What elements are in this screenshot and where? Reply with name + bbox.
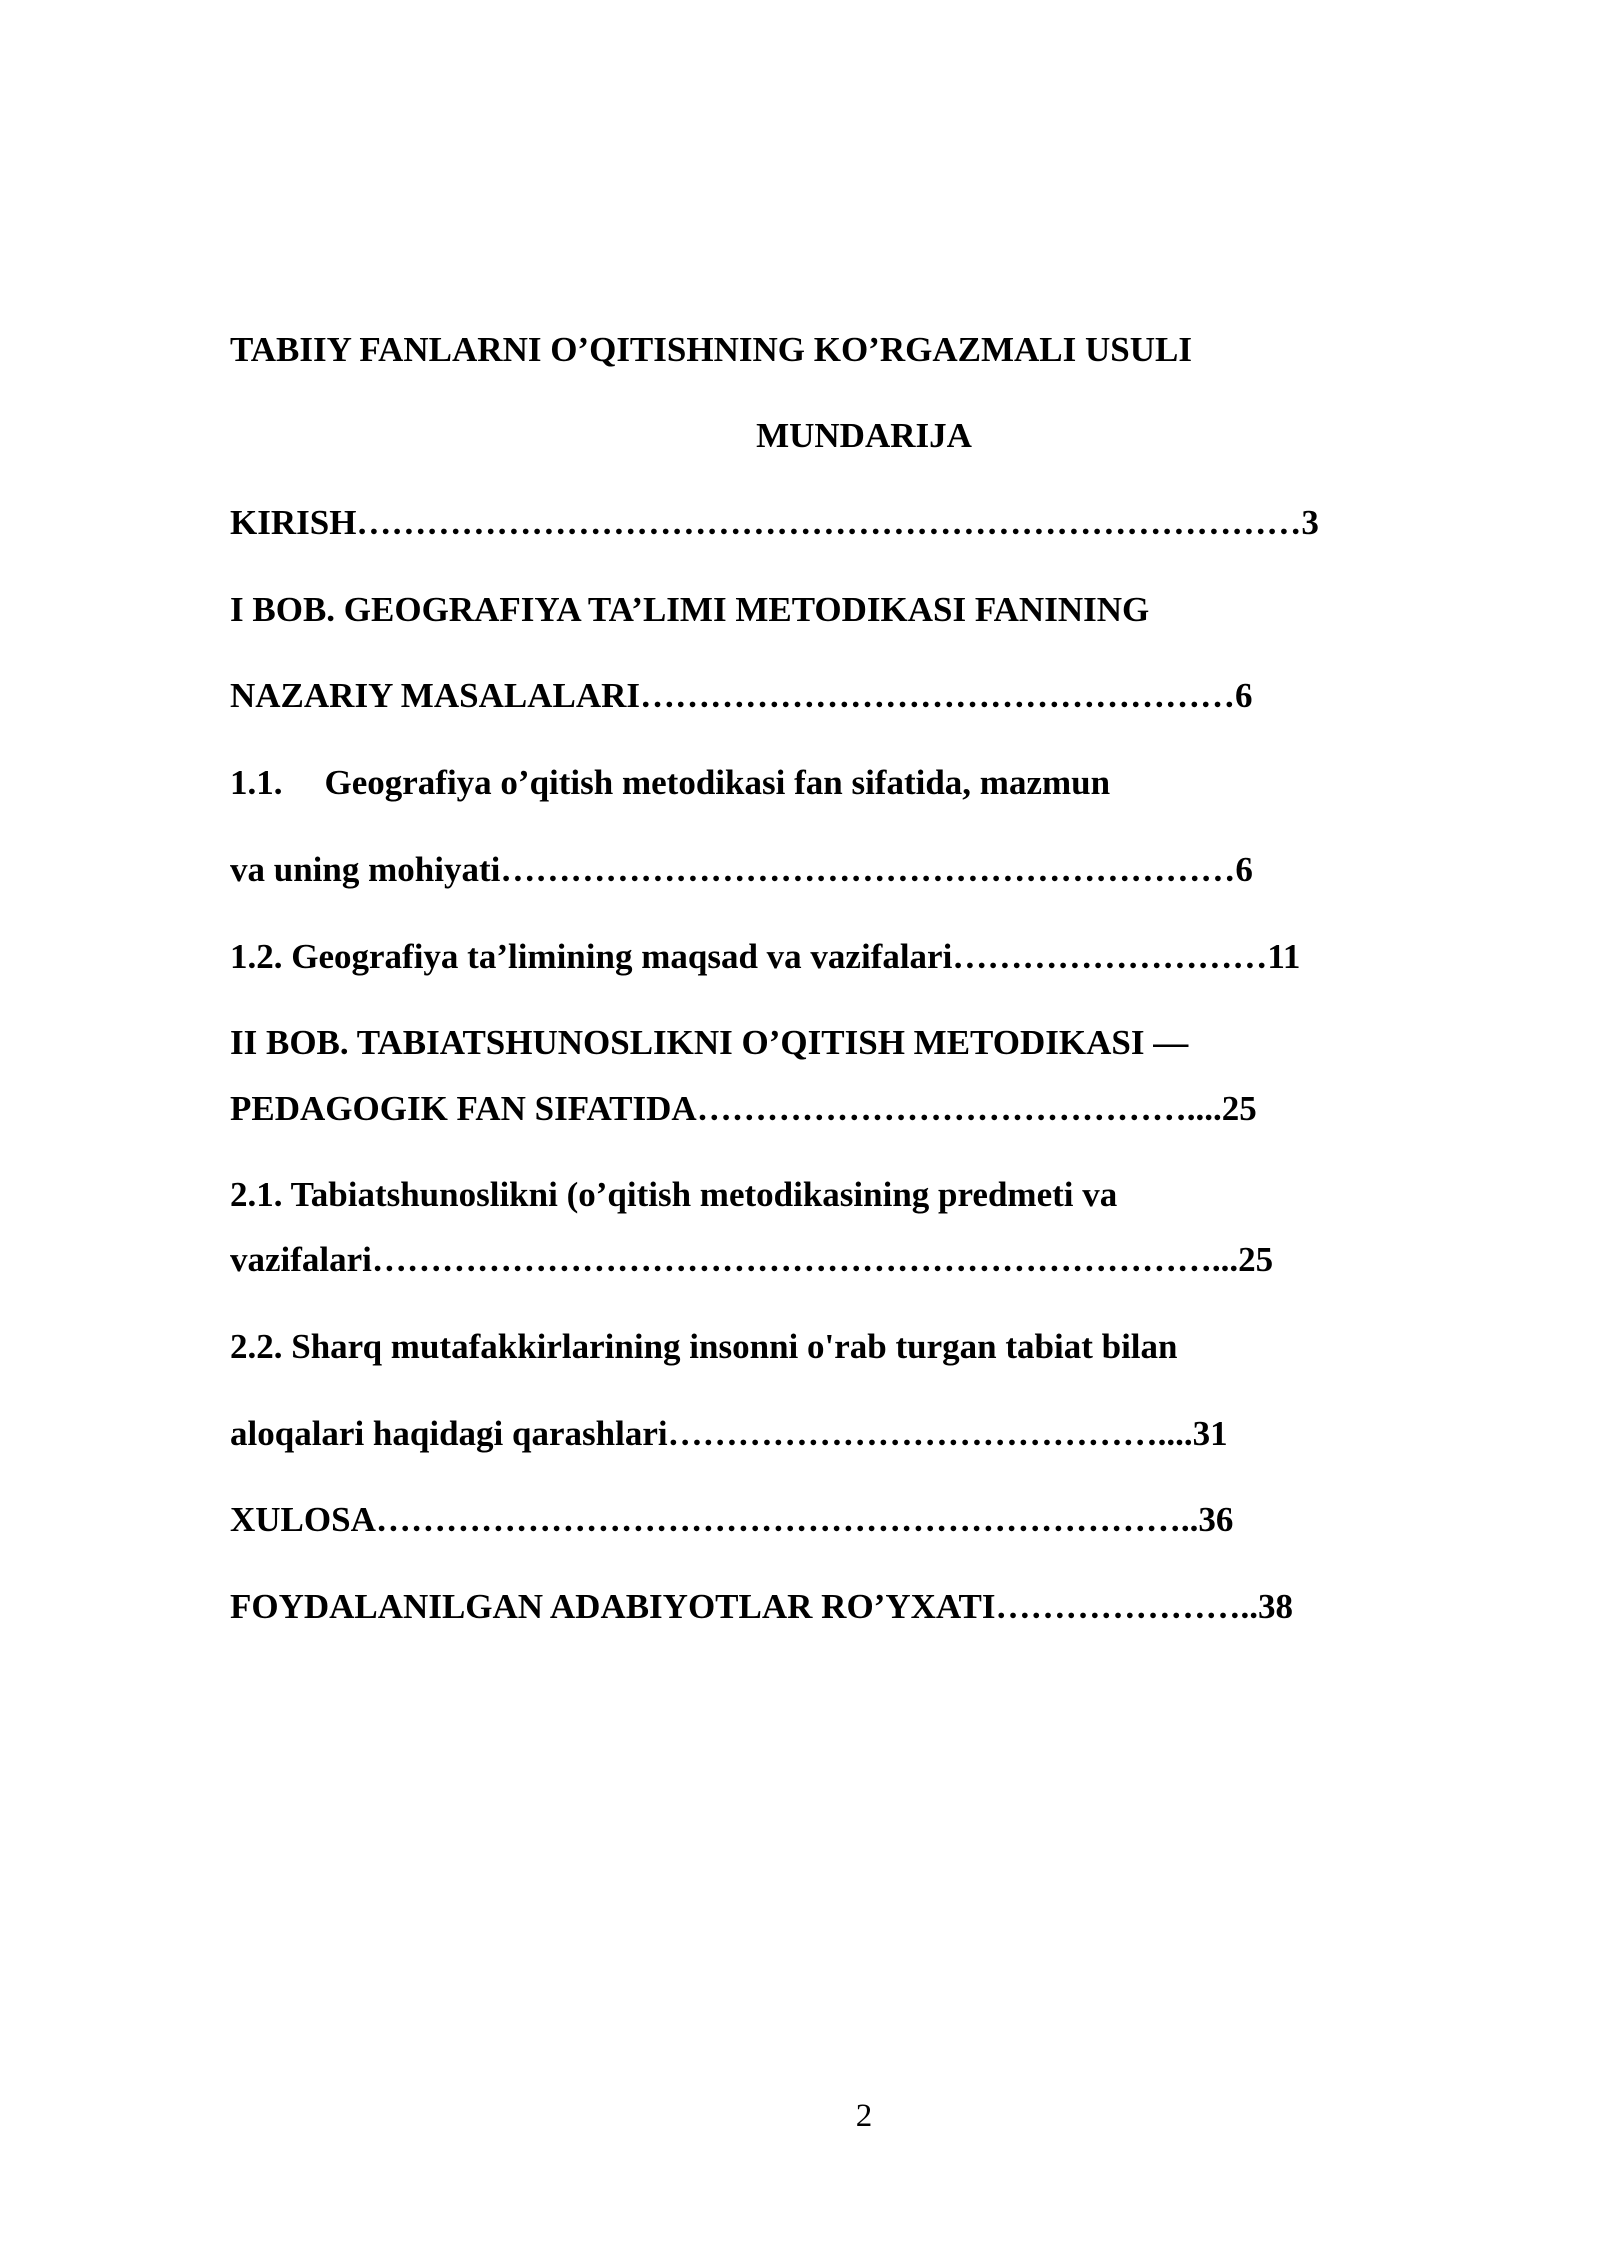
section-number: 1.1. — [230, 763, 283, 802]
toc-entry-kirish: KIRISH………………………………………………………………………3 — [230, 503, 1319, 542]
toc-entry-chapter-1-subtitle: NAZARIY MASALALARI……………………………………………6 — [230, 676, 1253, 715]
toc-entry-section-1-1 — [230, 761, 1110, 805]
toc-entry-references: FOYDALANILGAN ADABIYOTLAR RO’YXATI…………………..38 — [230, 1587, 1294, 1626]
document-title: TABIIY FANLARNI O’QITISHNING KO’RGAZMALI USULI — [230, 330, 1192, 369]
toc-entry-section-2-2: 2.2. Sharq mutafakkirlarining insonni o'rab turgan tabiat bilan — [230, 1327, 1178, 1366]
toc-heading: MUNDARIJA — [756, 416, 972, 455]
toc-entry-section-2-1: 2.1. Tabiatshunoslikni (o’qitish metodikasining predmeti va — [230, 1175, 1118, 1214]
toc-entry-section-2-1-continued: vazifalari………………………………………………………………...25 — [230, 1240, 1274, 1279]
toc-entry-chapter-2-title: II BOB. TABIATSHUNOSLIKNI O’QITISH METODIKASI — — [230, 1023, 1189, 1062]
toc-entry-chapter-2-subtitle: PEDAGOGIK FAN SIFATIDA……………………………………....25 — [230, 1089, 1257, 1128]
toc-entry-section-1-2: 1.2. Geografiya ta’limining maqsad va vazifalari………………………11 — [230, 937, 1301, 976]
toc-entry-chapter-1-title: I BOB. GEOGRAFIYA TA’LIMI METODIKASI FANINING — [230, 590, 1150, 629]
toc-entry-section-2-2-continued: aloqalari haqidagi qarashlari……………………………………....31 — [230, 1414, 1228, 1453]
section-title: Geografiya o’qitish metodikasi fan sifatida, mazmun — [324, 763, 1111, 802]
page-number: 2 — [855, 2098, 873, 2134]
toc-entry-xulosa: XULOSA……………………………………………………………..36 — [230, 1500, 1234, 1539]
toc-entry-section-1-1-continued: va uning mohiyati………………………………………………………6 — [230, 850, 1253, 889]
